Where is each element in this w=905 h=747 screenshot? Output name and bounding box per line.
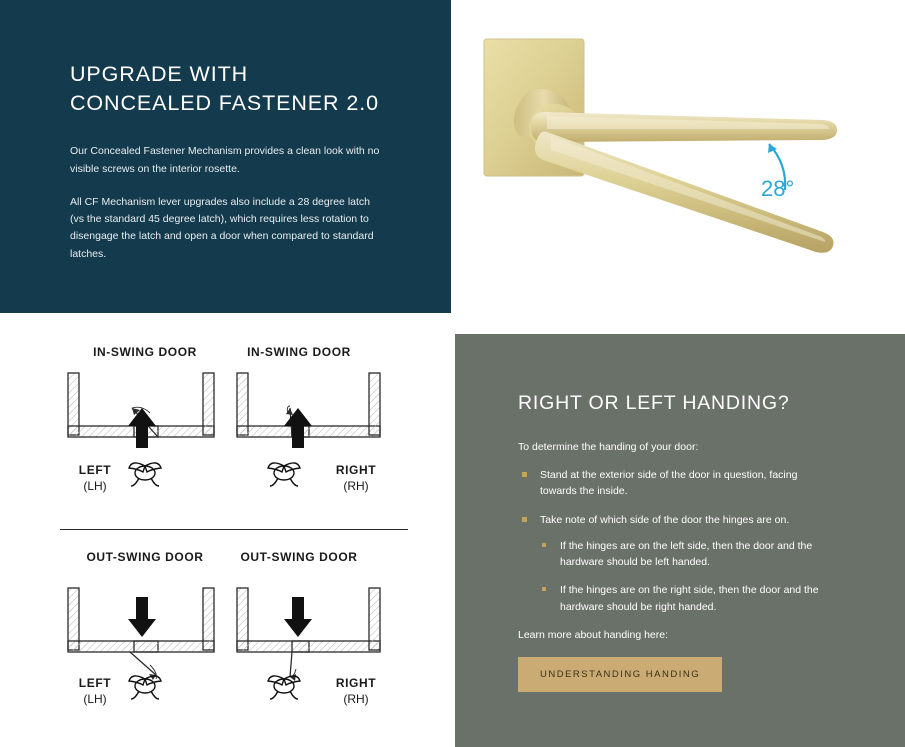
- concealed-fastener-panel: [0, 0, 451, 313]
- hand-label-out-swing-right: RIGHT (RH): [335, 676, 377, 707]
- handing-step-text: Stand at the exterior side of the door in question, facing towards the inside.: [540, 469, 798, 498]
- learn-more-text: Learn more about handing here:: [518, 628, 669, 641]
- handing-panel: [455, 334, 905, 747]
- handing-step-text: Take note of which side of the door the hinges are on.: [540, 513, 790, 526]
- handing-substep: If the hinges are on the right side, then the door and the hardware should be right handed.: [540, 582, 828, 615]
- hand-label-in-swing-left: LEFT (LH): [78, 463, 112, 494]
- diagram-title-out-swing-left: OUT-SWING DOOR: [86, 550, 204, 564]
- cf-panel-paragraph-2: All CF Mechanism lever upgrades also include a 28 degree latch (vs the standard 45 degree latch), which requires less rotation to disengage the latch and open a door when compared to standard latches.: [70, 195, 374, 260]
- hand-label-in-swing-right: RIGHT (RH): [335, 463, 377, 494]
- brass-lever-handle-icon: [451, 0, 905, 313]
- cf-panel-title: UPGRADE WITH CONCEALED FASTENER 2.0: [70, 62, 379, 115]
- handing-substep: If the hinges are on the left side, then the door and the hardware should be left handed.: [540, 538, 828, 571]
- handing-step: [518, 467, 828, 500]
- door-figure-in-swing-left: [68, 373, 214, 486]
- diagram-title-in-swing-right: IN-SWING DOOR: [247, 345, 351, 359]
- cf-panel-paragraph-1: Our Concealed Fastener Mechanism provides a clean look with no visible screws on the interior rosette.: [70, 145, 380, 175]
- lever-angle-label: 28°: [761, 176, 795, 201]
- diagram-title-in-swing-left: IN-SWING DOOR: [93, 345, 197, 359]
- door-figure-out-swing-right: [237, 588, 380, 699]
- door-figure-in-swing-right: [237, 373, 380, 486]
- understanding-handing-button[interactable]: UNDERSTANDING HANDING: [518, 657, 722, 692]
- door-figure-out-swing-left: [68, 588, 214, 699]
- hand-label-out-swing-left: LEFT (LH): [78, 676, 112, 707]
- handing-panel-title: RIGHT OR LEFT HANDING?: [518, 392, 790, 414]
- handing-steps-list: [518, 467, 863, 615]
- lever-glyph-in-swing-right: [268, 463, 300, 486]
- handing-step: [518, 512, 828, 615]
- lever-glyph-out-swing-left: [129, 676, 161, 699]
- door-diagrams-panel: [0, 313, 451, 747]
- handing-substeps-list: [540, 538, 828, 615]
- lever-glyph-in-swing-left: [129, 463, 161, 486]
- door-swing-drawings: [0, 313, 451, 747]
- diagram-title-out-swing-right: OUT-SWING DOOR: [240, 550, 358, 564]
- handing-panel-lead: To determine the handing of your door:: [518, 441, 699, 453]
- lever-photo-panel: [451, 0, 905, 313]
